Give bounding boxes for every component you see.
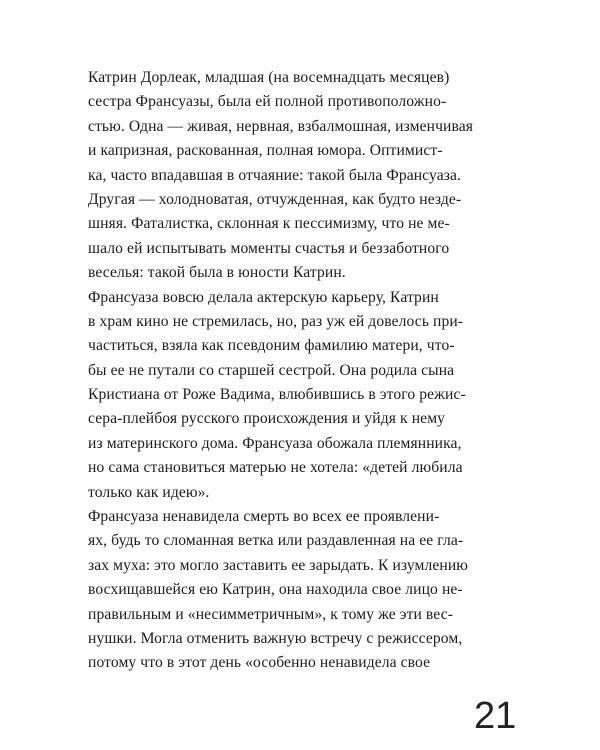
text-line: из материнского дома. Франсуаза обожала племянника,: [88, 434, 462, 452]
text-line: шало ей испытывать моменты счастья и беззаботного: [88, 239, 450, 257]
text-line: сестра Франсуазы, была ей полной противоположно-: [88, 93, 447, 111]
text-line: сера-плейбоя русского происхождения и уйдя к нему: [88, 410, 446, 428]
text-line: Катрин Дорлеак, младшая (на восемнадцать месяцев): [88, 69, 450, 86]
text-line: потому что в этот день «особенно ненавидела свое: [88, 654, 431, 672]
text-line: ка, часто впадавшая в отчаяние: такой была Франсуаза.: [88, 166, 461, 184]
text-line: частиться, взяла как псевдоним фамилию матери, что-: [88, 337, 455, 355]
text-line: Франсуаза ненавидела смерть во всех ее проявлени-: [88, 508, 440, 526]
text-line: Другая — холодноватая, отчужденная, как будто нездe-: [88, 190, 462, 208]
text-line: Кристиана от Роже Вадима, влюбившись в этого режис-: [88, 386, 466, 404]
text-line: правильным и «несимметричным», к тому же эти вес-: [88, 605, 454, 623]
text-line: восхищавшейся ею Катрин, она находила свое лицо не-: [88, 581, 463, 599]
text-line: ях, будь то сломанная ветка или раздавленная на ее глa-: [88, 532, 464, 550]
text-line: Франсуаза вовсю делала актерскую карьеру, Катрин: [88, 288, 439, 306]
text-line: в храм кино не стремилась, но, раз уж ей довелось при-: [88, 312, 464, 330]
text-line: но сама становиться матерью не хотела: «детей любила: [88, 459, 463, 477]
body-text: [88, 66, 528, 676]
text-line: зах муха: это могло заставить ее зарыдать. К изумлению: [88, 556, 469, 574]
text-line: шняя. Фаталистка, склонная к пессимизму, что не ме-: [88, 215, 450, 233]
text-line: веселья: такой была в юности Катрин.: [88, 264, 346, 282]
text-line: нушки. Могла отменить важную встречу с режиссером,: [88, 629, 463, 647]
page-number: 21: [474, 695, 517, 737]
text-line: только как идею».: [88, 483, 210, 501]
text-line: и капризная, раскованная, полная юмора. Оптимист-: [88, 142, 443, 160]
text-line: стью. Одна — живая, нервная, взбалмошная, изменчивая: [88, 117, 474, 135]
text-line: бы ее не путали со старшей сестрой. Она родила сына: [88, 361, 455, 379]
